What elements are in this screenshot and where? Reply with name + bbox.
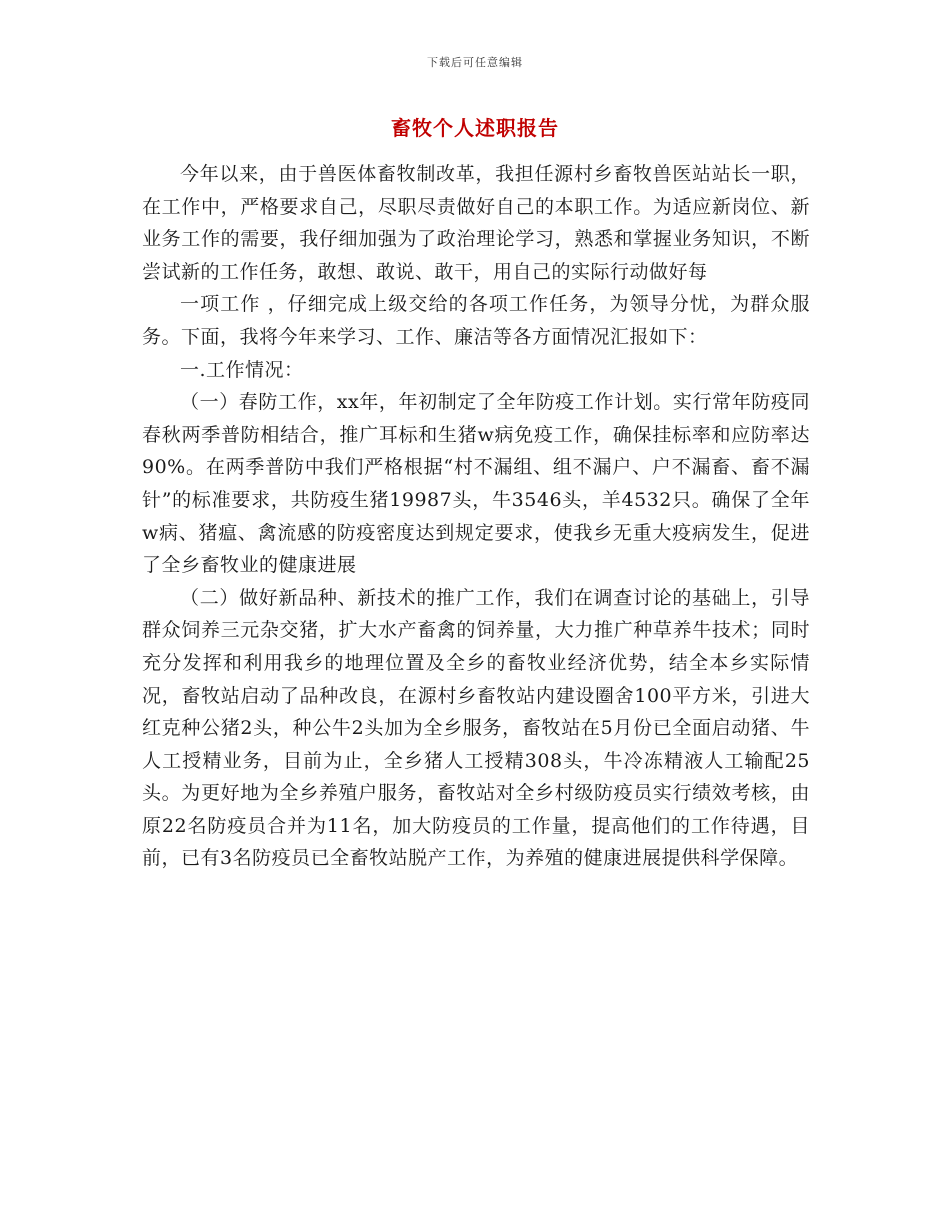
paragraph-new-breeds: （二）做好新品种、新技术的推广工作，我们在调查讨论的基础上，引导群众饲养三元杂交猪，扩大水产畜禽的饲养量，大力推广种草养牛技术；同时充分发挥和利用我乡的地理位置及全乡的畜牧业经济优势，结全本乡实际情况，畜牧站启动了品种改良，在源村乡畜牧站内建设圈舍100平方米，引进大红克种公猪2头，种公牛2头加为全乡服务，畜牧站在5月份已全面启动猪、牛人工授精业务，目前为止，全乡猪人工授精308头，牛冷冻精液人工输配25头。为更好地为全乡养殖户服务，畜牧站对全乡村级防疫员实行绩效考核，由原22名防疫员合并为11名，加大防疫员的工作量，提高他们的工作待遇，目前，已有3名防疫员已全畜牧站脱产工作，为养殖的健康进展提供科学保障。 <box>142 586 810 870</box>
section-heading-work: 一.工作情况： <box>180 358 304 381</box>
document-body <box>142 158 810 875</box>
paragraph-intro-continued: 一项工作 ，仔细完成上级交给的各项工作任务，为领导分忧，为群众服务。下面，我将今年来学习、工作、廉洁等各方面情况汇报如下： <box>142 293 810 348</box>
document-title: 畜牧个人述职报告 <box>391 116 559 140</box>
paragraph-spring-prevention: （一）春防工作，xx年，年初制定了全年防疫工作计划。实行常年防疫同春秋两季普防相结合，推广耳标和生猪w病免疫工作，确保挂标率和应防率达90%。在两季普防中我们严格根据“村不漏组、组不漏户、户不漏畜、畜不漏针”的标准要求，共防疫生猪19987头，牛3546头，羊4532只。确保了全年w病、猪瘟、禽流感的防疫密度达到规定要求，使我乡无重大疫病发生，促进了全乡畜牧业的健康进展 <box>142 391 810 577</box>
paragraph-intro: 今年以来，由于兽医体畜牧制改革，我担任源村乡畜牧兽医站站长一职，在工作中，严格要求自己，尽职尽责做好自己的本职工作。为适应新岗位、新业务工作的需要，我仔细加强为了政治理论学习，熟悉和掌握业务知识，不断尝试新的工作任务，敢想、敢说、敢干，用自己的实际行动做好每 <box>142 163 810 283</box>
header-note: 下载后可任意编辑 <box>427 56 523 69</box>
